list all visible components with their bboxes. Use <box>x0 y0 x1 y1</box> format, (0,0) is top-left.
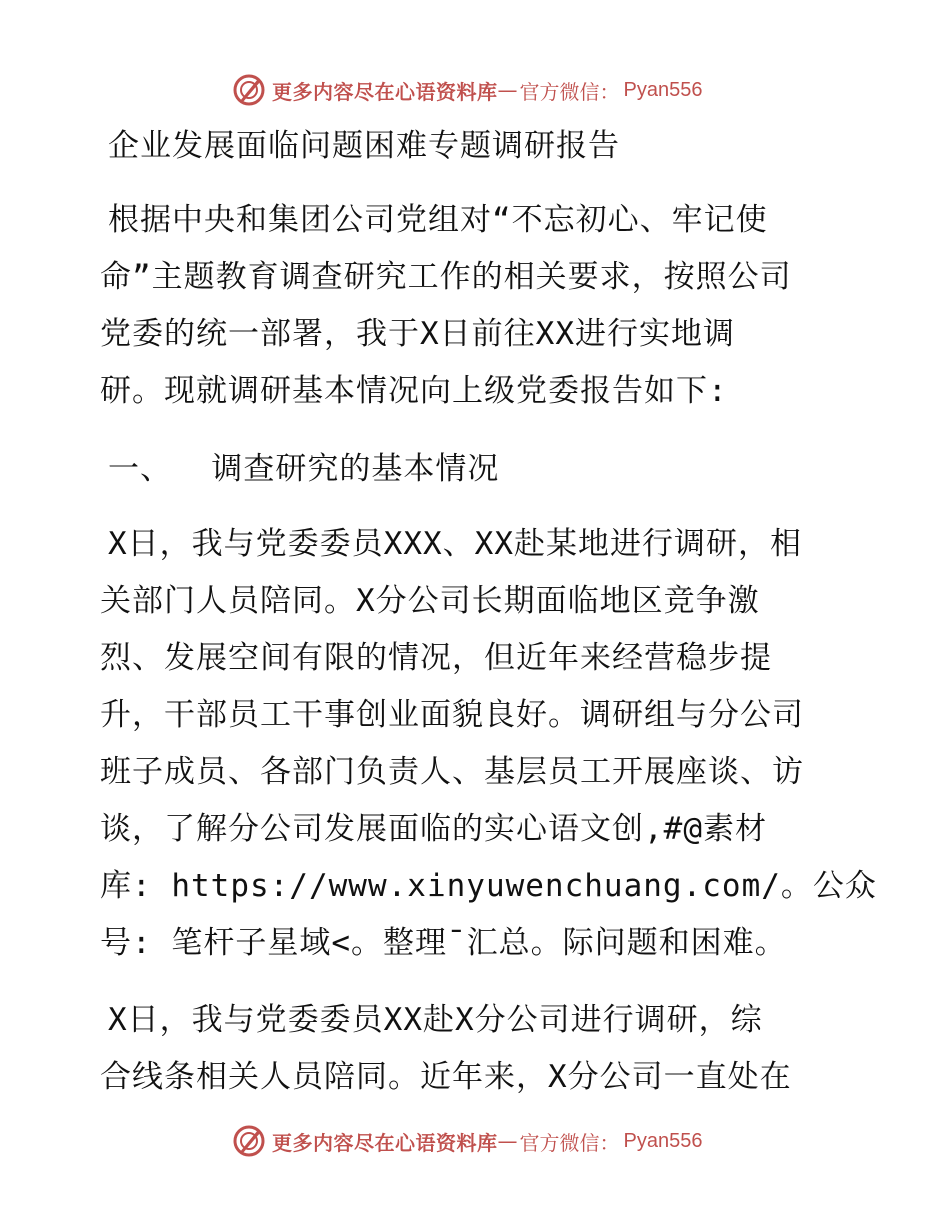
paragraph-2-line: 号: 笔杆子星域<。整理¯汇总。际问题和困难。 <box>100 925 787 961</box>
paragraph-1-line: 党委的统一部署，我于X日前往XX进行实地调 <box>100 316 735 352</box>
paragraph-2-line: 库: https://www.xinyuwenchuang.com/。公众 <box>100 868 877 904</box>
paragraph-1-line: 研。现就调研基本情况向上级党委报告如下: <box>100 373 728 409</box>
watermark-main-text: 更多内容尽在心语资料库 <box>272 79 498 104</box>
watermark-dash: — <box>497 78 518 102</box>
paragraph-2-line: X日，我与党委委员XXX、XX赴某地进行调研，相 <box>108 526 802 562</box>
watermark-main-text: 更多内容尽在心语资料库 <box>272 1130 498 1155</box>
paragraph-1-line: 根据中央和集团公司党组对“不忘初心、牢记使 <box>108 202 768 238</box>
paragraph-2-line: 关部门人员陪同。X分公司长期面临地区竞争激 <box>100 583 760 619</box>
paragraph-2-line: 班子成员、各部门负责人、基层员工开展座谈、访 <box>100 754 804 790</box>
paragraph-3-line: 合线条相关人员陪同。近年来，X分公司一直处在 <box>100 1059 792 1095</box>
document-title: 企业发展面临问题困难专题调研报告 <box>108 128 620 164</box>
paragraph-3-line: X日，我与党委委员XX赴X分公司进行调研，综 <box>108 1002 763 1038</box>
section-heading-1: 一、 调查研究的基本情况 <box>108 451 500 487</box>
watermark-dash: — <box>497 1129 518 1153</box>
paragraph-2-line: 升，干部员工干事创业面貌良好。调研组与分公司 <box>100 697 804 733</box>
header-watermark <box>232 70 702 110</box>
watermark-wechat-id: Pyan556 <box>623 78 703 101</box>
watermark-wechat-id: Pyan556 <box>623 1129 703 1152</box>
footer-watermark <box>232 1121 702 1161</box>
paragraph-2-line: 烈、发展空间有限的情况，但近年来经营稳步提 <box>100 640 772 676</box>
quill-circle-icon <box>232 1124 266 1158</box>
watermark-wechat-label: 官方微信： <box>519 79 620 104</box>
quill-circle-icon <box>232 73 266 107</box>
paragraph-1-line: 命”主题教育调查研究工作的相关要求，按照公司 <box>100 259 792 295</box>
watermark-wechat-label: 官方微信： <box>519 1130 620 1155</box>
paragraph-2-line: 谈，了解分公司发展面临的实心语文创,#@素材 <box>100 811 767 847</box>
